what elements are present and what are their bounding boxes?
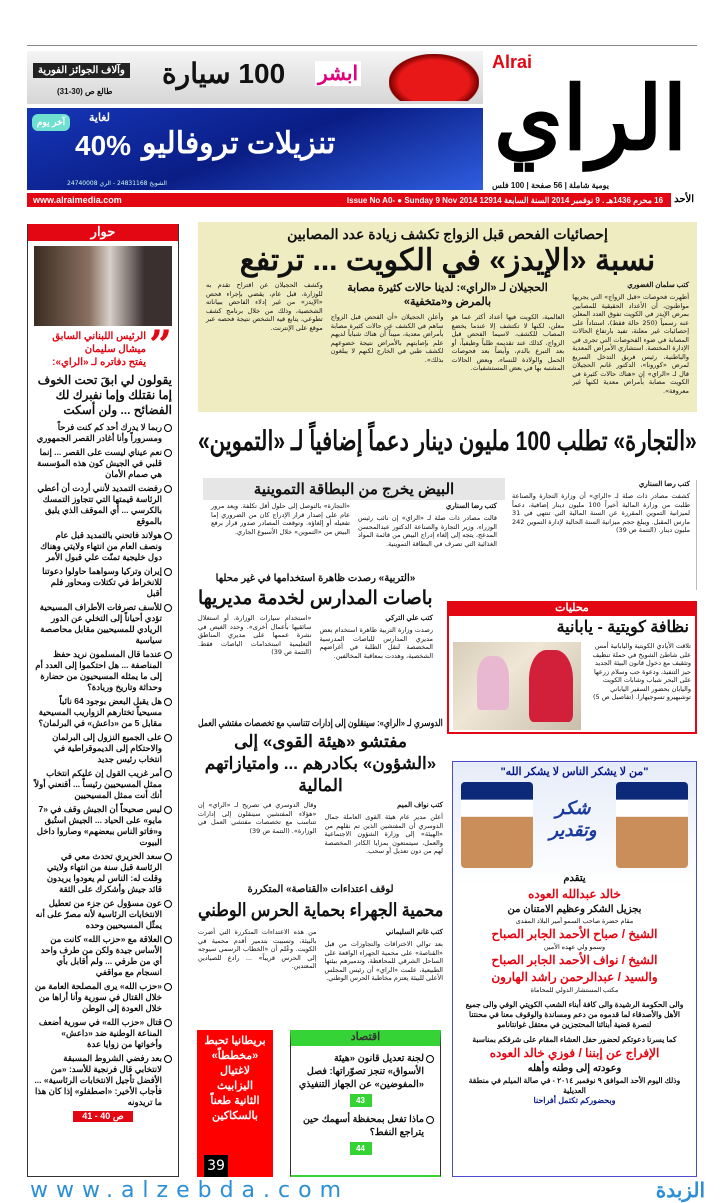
aids-story — [198, 222, 697, 412]
interview-point: أمر غريب القول إن عليكم انتخاب ممثل المسيحيين رئيساً ... أقنعني أولاً أنك أنت ممثل المسيحيين — [34, 768, 172, 801]
car-image — [389, 54, 479, 101]
interview-point: نعم عيناي ليست على القصر ... إنما قلبي في الجيش كون هذه المؤسسة هي صمام الأمان — [34, 447, 172, 480]
body-text: وأعلن الحجيلان «أن الفحص قبل الزواج ساهم في الكشف عن حالات كثيرة مصابة بأمراض معدية، مبيناً أن هناك شباباً لديهم علم بإصابتهم بالأمراض نتيجة خضوعهم لكشف طبي في الخارج لكنهم لا يبلغون بذلك». — [330, 313, 444, 364]
byline: كتب غانم السليماني — [385, 929, 443, 936]
sale-ad[interactable] — [27, 108, 483, 190]
economy-box — [290, 1030, 441, 1177]
quote: "من لا يشكر الناس لا يشكر الله" — [500, 766, 649, 778]
body-text: بعد توالي الاختراقات والتجاوزات من قبل «القناصة» على محمية الجهراء الواقعة على الساحل الشرقي للمحافظة، وتدميرهم بيئتها الطبيعية، علمت «الراي» أن رئيس المجلس الأعلى للبيئة يعتزم مخاطبة الحرس الوطني. — [324, 940, 443, 982]
schools-story — [198, 573, 433, 660]
headline[interactable]: محمية الجهراء بحماية الحرس الوطني — [197, 900, 443, 920]
interview-point: رفضت التمديد لأنني أردت أن أعطي الرئاسة قيمتها التي تتجاوز التمسك بالكرسي ... أي الموقف الذي يليق بالموقع — [34, 483, 172, 527]
interview-point: عندما قال المسلمون نريد حفظ المناصفة ... هل احتكموا إلى العدد أم إلى ما يمثله المسيحيون من حضارة وحداثة وتاريخ وريادة؟ — [34, 649, 172, 693]
intro-line: ميشال سليمان — [84, 344, 146, 355]
ad-line: وبحضوركم تكتمل أفراحنا — [533, 1096, 616, 1105]
body-text: العالمية، الكويت فيها أعداد أكثر عما هو معلن، لكنها لا تكتشف إلا عندما يخضع المصاب للكشف، لاسيما الفحص قبل الزواج، كذلك عند تقديمه طلباً وظيفياً، أو بعد التبرع بالدم، وأيضاً بعد فحوصات الحمل والولادة للنساء، وبعض الحالات المشتبه بها في بعض المستشفيات. — [451, 313, 565, 372]
ad-name: خالد عبدالله العوده — [528, 887, 621, 901]
byline: كتب رضا السناري — [638, 481, 690, 488]
body-text: أظهرت فحوصات «قبل الزواج» التي يجريها مواطنون، أن الأعداد الحقيقية للمصابين بمرض الإيدز في الكويت تفوق العدد المعلن عنه رسمياً (250 حالة فقط)، استناداً على إحصائيات غير معلنة، تفيد بارتفاع الحالات المصابة في ضوء الفحوصات التي تجرى في الإدارة المختصة. استشاري الأمراض المعدية والباطنية، رئيس فريق التدخل السريع لمرض «كورونا»، الدكتور غانم الحجيلان قال لـ «الراي» إن «هناك حالات كثيرة في الكويت مصابة بأمراض معدية لكنها غير معروفة». — [572, 293, 689, 395]
teaser-line: لاغتيال — [219, 1065, 250, 1077]
subheadline: الحجيلان لـ «الراي»: لدينا حالات كثيرة مصابة بالمرض و«متخفية» — [347, 282, 548, 308]
ad-name: الإفراج عن إبننا / فوزي خالد العوده — [489, 1046, 660, 1060]
ad-line: بجزيل الشكر وعظيم الامتنان من — [507, 904, 642, 915]
byline: كتب رضا السناري — [445, 503, 497, 510]
watermark-url: www.alzebda.com — [30, 1178, 350, 1203]
economy-item[interactable] — [291, 1107, 440, 1155]
ad-line: مكتب المستشار الدولي للمحاماة — [530, 987, 619, 994]
date-bar — [27, 193, 697, 207]
kicker: الدوسري لـ «الراي»: سينقلون إلى إدارات تتناسب مع تخصصات مفتشي العمل — [198, 718, 443, 729]
inspectors-story — [198, 718, 443, 856]
ad-line: كما يسرنا دعوتكم لحضور حفل العشاء المقام على شرفكم بمناسبة — [472, 1035, 677, 1044]
weekday: الأحد — [671, 193, 697, 207]
page-number: 39 — [204, 1155, 228, 1177]
ad-brand: ابشر — [315, 61, 361, 86]
interview-point: هل يقبل البعض بوجود 64 نائباً مسيحياً تختارهم الزواريب المسيحية مقابل 5 من «داعش» في البرلمان؟ — [34, 696, 172, 729]
body-text: تلاقت الأيادي الكويتية واليابانية أمس على شاطئ الشويخ في حملة تنظيف وتثقيف مع دخول قانون البيئة الجديد حيز التنفيذ، ودعوة حب وسلام زرعها على البحر شباب وشابات الكويت واليابان بحضور السفير الياباني توشيهيرو تسوجيهارا. (تفاصيل ص 5) — [592, 642, 691, 701]
section-label: اقتصاد — [350, 1031, 381, 1043]
body-text: كشفت مصادر ذات صلة لـ «الراي» أن وزارة التجارة والصناعة طلبت من وزارة المالية أخيراً 100 مليون دينار إضافية، دعماً لميزانية التموين المقررة عن السنة المالية التي تنتهي في 31 مارس المقبل. ويبلغ حجم ميزانية السنة الحالية لإدارة التموين 242 مليون دينار. (التتمة ص 39) — [512, 492, 690, 534]
section-label: حوار — [28, 224, 178, 241]
portrait-photo — [461, 782, 533, 868]
ad-until: لغاية — [89, 112, 110, 124]
item-text: ماذا تفعل بمحفظة أسهمك حين يتراجع النفط؟ — [302, 1114, 424, 1138]
interview-point: ليس صحيحاً أن الجيش وقف في «7 مايو» على الحياد ... الجيش استُبق و«فاتو الناس ببعضهم» وصاروا داخل البيوت — [34, 804, 172, 848]
headline[interactable]: مفتشو «هيئة القوى» إلى «الشؤون» بكادرهم ... وامتيازاتهم المالية — [204, 732, 437, 795]
interview-point: العلاقة مع «حزب الله» كانت من الأساس جيدة ولكن من طرف واحد أي من طرفي ... ولم أقابل بأي انسجام مع مواقفي — [34, 934, 172, 978]
byline: كتب علي التركي — [385, 615, 433, 622]
cars-ad[interactable] — [27, 51, 483, 104]
interview-point: قتال «حزب الله» في سورية أضعف المناعة الوطنية ضد «داعش» وأخواتها من زوايا عدة — [34, 1017, 172, 1050]
intro-line: ” الرئيس اللبناني السابق — [52, 331, 146, 342]
ad-line: وعودته إلى وطنه وأهله — [527, 1063, 622, 1074]
ad-name: الشيخ / نواف الأحمد الجابر الصباح — [491, 953, 658, 967]
page-reference[interactable]: ص 40 - 41 — [73, 1111, 133, 1122]
trade-headline[interactable]: «التجارة» تطلب 100 مليون دينار دعماً إضافياً لـ «التموين» — [198, 426, 697, 456]
body-text: أعلن مدير عام هيئة القوى العاملة جمال الدوسري أن المفتشين الذين تم نقلهم من «الهيئة» إلى وزارة الشؤون الاجتماعية والعمل، سيتمتعون بمزايا الكادر المخصصة لهم من دون تعديل أو سحب. — [324, 813, 443, 855]
ad-prizes: وآلاف الجوائز الفورية — [33, 63, 130, 78]
body-text: رصدت وزارة التربية ظاهرة استخدام بعض مديري المدارس للباصات المدرسية المخصصة لنقل الطلبة في أغراضهم الشخصية، وهددت بمعاقبة المخالفين. — [319, 626, 433, 660]
byline: كتب سلمان الغضوري — [627, 282, 689, 289]
economy-item[interactable] — [291, 1046, 440, 1107]
watermark — [0, 1178, 720, 1203]
teaser-line: بريطانيا تحبط — [204, 1035, 266, 1047]
body-text: وقال الدوسري في تصريح لـ «الراي» إن «هؤلاء المفتشين سينقلون إلى إدارات تتناسب مع تخصصات مفتشي العمل في الوزارة». (التتمة ص 39) — [198, 801, 317, 835]
watermark-logo: الزبدة — [655, 1180, 705, 1202]
interview-point: هولاند فاتحني بالتمديد قبل عام ونصف العام من انتهاء ولايتي وهناك دول خليجية تمنّت علي قبول الأمر — [34, 530, 172, 563]
dateline: 16 محرم 1436هـ . 9 نوفمبر 2014 السنة السابعة 12914 Issue No A0- ● Sunday 9 Nov 2014 — [346, 195, 664, 205]
teaser-line: اليزابيث — [216, 1080, 254, 1092]
ad-body: والى الحكومة الرشيدة والى كافة أبناء الشعب الكويتي الوفي والى جميع الأهل والأصدقاء لما قدموه من دعم ومساندة والوقوف معنا في محنتنا لنصرة قضية أبنائنا المحتجزين في معتقل غوانتانامو — [465, 1000, 684, 1029]
body-text: «استخدام سيارات الوزارة، أو استغلال سائقيها بأعمال أخرى». وحدد الغيص في نشرة عممها على مديري المناطق التعليمية استخدامات الباصات فقط. (التتمة ص 39) — [198, 614, 312, 656]
teaser-line: الثانية طعناً — [210, 1095, 260, 1107]
egg-story — [203, 478, 505, 566]
teaser-line: بالسكاكين — [212, 1110, 258, 1122]
headline[interactable]: نظافة كويتية - يابانية — [556, 619, 689, 636]
interview-point: بعد رفضي الشروط المسبقة لانتخابي قال فرنجية للأسد: «من الأفضل تأجيل الانتخابات الرئاسية» ... فأجاب الأخير: «اصطفلو» إذا كان هذا ما تريدونه — [34, 1053, 172, 1108]
beach-cleanup-photo — [453, 642, 581, 730]
ad-contact: الشويخ 24831168 - الري 24740008 — [67, 180, 167, 187]
ad-line: وذلك اليوم الأحد الموافق ٩ نوفمبر ٢٠١٤ - في صالة الميلم في منطقة العديلية — [468, 1076, 681, 1095]
logo-english: Alrai — [492, 52, 533, 72]
ad-line: مقام حضرة صاحب السمو أمير البلاد المفدى — [515, 918, 634, 925]
item-text: لجنة تعديل قانون «هيئة الأسواق» تنجز تصوّراتها: فصل «المفوضين» عن الجهاز التنفيذي — [298, 1053, 424, 1090]
masthead-logo[interactable] — [484, 50, 697, 190]
tagline: يومية شاملة | 56 صفحة | 100 فلس — [492, 181, 609, 190]
top-rule — [27, 45, 697, 46]
website-link[interactable]: www.alraimedia.com — [33, 195, 122, 205]
kicker: «التربية» رصدت ظاهرة استخدامها في غير محلها — [215, 573, 416, 584]
interview-point: إيران وتركيا وسواهما حاولوا دعوتنا للانخراط في تكتلات ومحاور فلم أقبل — [34, 566, 172, 599]
ad-line: وسمو ولي عهده الأمين — [543, 944, 606, 951]
kicker: لوقف اعتداءات «القناصة» المتكررة — [247, 884, 394, 895]
interview-point: للأسف تصرفات الأطراف المسيحية تؤدي أحياناً إلى التخلي عن الدور الريادي للمسيحيين مقابل محاصصة سياسية — [34, 602, 172, 646]
ad-headline: 100 سيارة — [162, 58, 286, 89]
local-news-box — [447, 601, 697, 734]
interview-headline[interactable]: يقولون لي ابقَ تحت الخوف إما نقتلك وإما نفبرك لك الفضائح ... ولن أسكت — [37, 373, 172, 417]
interview-photo — [34, 246, 172, 326]
interview-column — [27, 224, 179, 1177]
interview-point: عون مسؤول عن جزء من تعطيل الانتخابات الرئاسية لأنه مصرّ على أنه يمثّل المسيحيين وحده — [34, 898, 172, 931]
section-label: محليات — [555, 602, 589, 614]
ad-line: يتقدم — [563, 873, 586, 884]
interview-point: ربما لا يدرك أحد كم كنت فرحاً ومسروراً وأنا أغادر القصر الجمهوري — [34, 422, 172, 444]
intro-line: يفتح دفاتره لـ «الراي»: — [52, 357, 146, 368]
interview-points — [28, 422, 178, 1108]
interview-point: سعد الحريري تحدث معي في الرئاسة قبل سنة من انتهاء ولايتي وقلت له: الناس لم يعودوا يريدون قائد جيش وأشكرك على الثقة — [34, 851, 172, 895]
page-number: 43 — [350, 1094, 372, 1107]
logo-arabic: الراي — [493, 66, 688, 170]
ad-pages: طالع ص (30-31) — [57, 87, 113, 96]
egg-headline[interactable]: البيض يخرج من البطاقة التموينية — [253, 481, 455, 498]
body-text: قالت مصادر ذات صلة لـ «الراي» إن نائب رئيس الوزراء، وزير التجارة والصناعة الدكتور عبدالمحسن المدعج، يتجه إلى إلغاء إدراج البيض من قائمة المواد الغذائية التي تصرف في البطاقة التموينية. — [358, 514, 497, 548]
ad-headline: تنزيلات تروفاليو — [142, 127, 336, 160]
body-text: وكشف الحجيلان عن اقتراح تقدم به للوزارة، قبل عام، يقضي بإجراء فحص «الإيدز» من غير إدلاء الفاحص ببياناته الشخصية، وذلك من خلال برنامج كشف تطوعي، يتابع فيه الشخص نتيجة فحصه عبر موقع على الإنترنت. — [206, 281, 323, 332]
interview-point: على الجميع النزول إلى البرلمان والاحتكام إلى الديموقراطية في انتخاب رئيس جديد — [34, 732, 172, 765]
thanks-ad — [452, 761, 697, 1177]
byline: كتب نواف الميم — [397, 802, 443, 809]
main-headline[interactable]: نسبة «الإيدز» في الكويت ... ترتفع — [239, 244, 656, 277]
trade-story — [512, 480, 697, 590]
thanks-title: شكر وتقدير — [549, 798, 597, 841]
interview-intro — [28, 326, 178, 369]
ad-name: الشيخ / صباح الأحمد الجابر الصباح — [491, 927, 658, 941]
teaser-line: «مخططاً» — [211, 1050, 259, 1062]
headline[interactable]: باصات المدارس لخدمة مديريها — [198, 588, 433, 609]
britain-teaser[interactable] — [197, 1030, 273, 1177]
kicker: إحصائيات الفحص قبل الزواج تكشف زيادة عدد المصابين — [287, 226, 608, 242]
body-text: من هذه الاعتداءات المتكررة التي أضرت بالبيئة، وتسببت بتدمير أقدم محمية في الكويت. وعُلم أن «الخطاب الرسمي سيوجه إلى الحرس قريباً» ... رادع للصيادين المعتدين. — [198, 928, 317, 970]
body-text: «التجارة» بالتوصل إلى حلول أقل تكلفة. ويعد مرور عام على إصدار قرار الإدراج كان من الضروري إما تفعيله أو إلغاؤه. وتوقعت المصادر صدور قرار برفع البيض من «التموين» خلال الأسبوع الجاري. — [211, 502, 350, 536]
interview-point: «حزب الله» يرى المصلحة العامة من خلال القتال في سورية وأنا أراها من خلال العودة إلى الوطن — [34, 981, 172, 1014]
ad-percent: 40% — [75, 130, 132, 161]
portrait-photo — [616, 782, 688, 868]
page-number: 44 — [350, 1142, 372, 1155]
jahra-story — [198, 884, 443, 983]
ad-name: والسيد / عبدالرحمن راشد الهارون — [491, 970, 658, 984]
ad-last-day: آخر يوم — [32, 114, 70, 131]
